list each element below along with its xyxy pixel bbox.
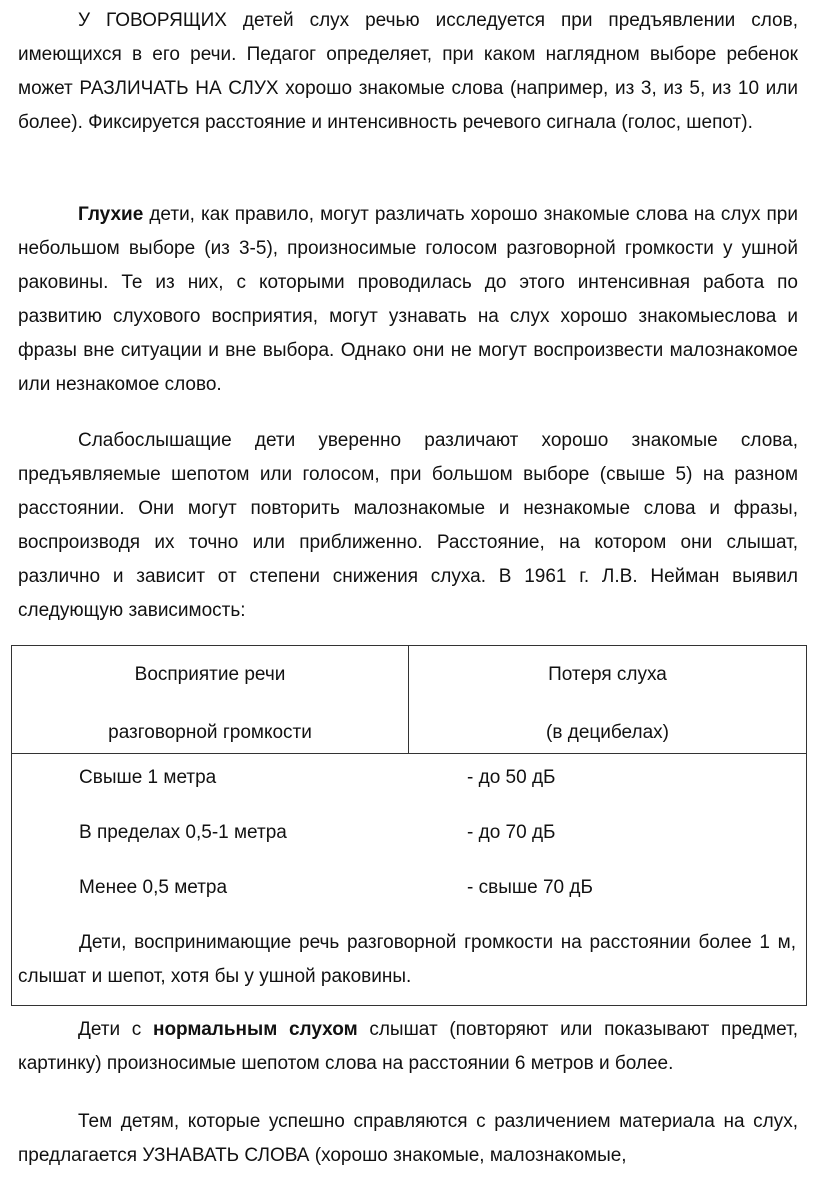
paragraph-deaf-children bbox=[18, 198, 798, 402]
paragraph-recognize-words bbox=[18, 1105, 798, 1173]
table-row-1-perception: Свыше 1 метра bbox=[79, 767, 217, 788]
header-hearing-loss bbox=[409, 646, 806, 753]
paragraph-hard-of-hearing bbox=[18, 424, 798, 628]
table-row-1-loss: - до 50 дБ bbox=[467, 767, 556, 788]
paragraph-text: Дети с bbox=[78, 1019, 153, 1040]
table-note bbox=[18, 926, 796, 994]
paragraph-text: слышат (повторяют или показывают предмет, картинку) произносимые шепотом слова на расстоянии 6 метров и более. bbox=[18, 1019, 798, 1074]
hearing-table bbox=[11, 645, 807, 1006]
table-row-2-perception: В пределах 0,5-1 метра bbox=[79, 822, 287, 843]
table-header-row bbox=[12, 646, 806, 754]
header-loss-line2: (в децибелах) bbox=[546, 722, 669, 743]
table-row-3-perception: Менее 0,5 метра bbox=[79, 877, 228, 898]
table-note-text: Дети, воспринимающие речь разговорной громкости на расстоянии более 1 м, слышат и шепот, хотя бы у ушной раковины. bbox=[18, 932, 796, 987]
table-row-3-loss: - свыше 70 дБ bbox=[467, 877, 593, 898]
header-loss-line1: Потеря слуха bbox=[548, 664, 667, 685]
table-row-2-loss: - до 70 дБ bbox=[467, 822, 556, 843]
header-perception bbox=[12, 646, 408, 753]
header-perception-line2: разговорной громкости bbox=[108, 722, 312, 743]
paragraph-text: дети, как правило, могут различать хорошо знакомые слова на слух при небольшом выборе (из 3-5), произносимые голосом разговорной громкости у ушной раковины. Те из них, с которыми проводилась до этого интенсивная работа по развитию слухового восприятия, могут узнавать на слух хорошо знакомыеслова и фразы вне ситуации и вне выбора. Однако они не могут воспроизвести малознакомое или незнакомое слово. bbox=[18, 204, 798, 395]
header-perception-line1: Восприятие речи bbox=[134, 664, 286, 685]
paragraph-speaking-children bbox=[18, 4, 798, 140]
term-deaf: Глухие bbox=[78, 204, 144, 225]
term-normal-hearing: нормальным слухом bbox=[152, 1019, 358, 1040]
paragraph-text: У ГОВОРЯЩИХ детей слух речью исследуется при предъявлении слов, имеющихся в его речи. Педагог определяет, при каком наглядном выборе ребенок может РАЗЛИЧАТЬ НА СЛУХ хорошо знакомые слова (например, из 3, из 5, из 10 или более). Фиксируется расстояние и интенсивность речевого сигнала (голос, шепот). bbox=[18, 10, 798, 133]
paragraph-text: Тем детям, которые успешно справляются с различением материала на слух, предлагается УЗНАВАТЬ СЛОВА (хорошо знакомые, малознакомые, bbox=[18, 1111, 798, 1166]
paragraph-text: Слабослышащие дети уверенно различают хорошо знакомые слова, предъявляемые шепотом или голосом, при большом выборе (свыше 5) на разном расстоянии. Они могут повторить малознакомые и незнакомые слова и фразы, воспроизводя их точно или приближенно. Расстояние, на котором они слышат, различно и зависит от степени снижения слуха. В 1961 г. Л.В. Нейман выявил следующую зависимость: bbox=[18, 430, 798, 621]
paragraph-normal-hearing bbox=[18, 1013, 798, 1081]
